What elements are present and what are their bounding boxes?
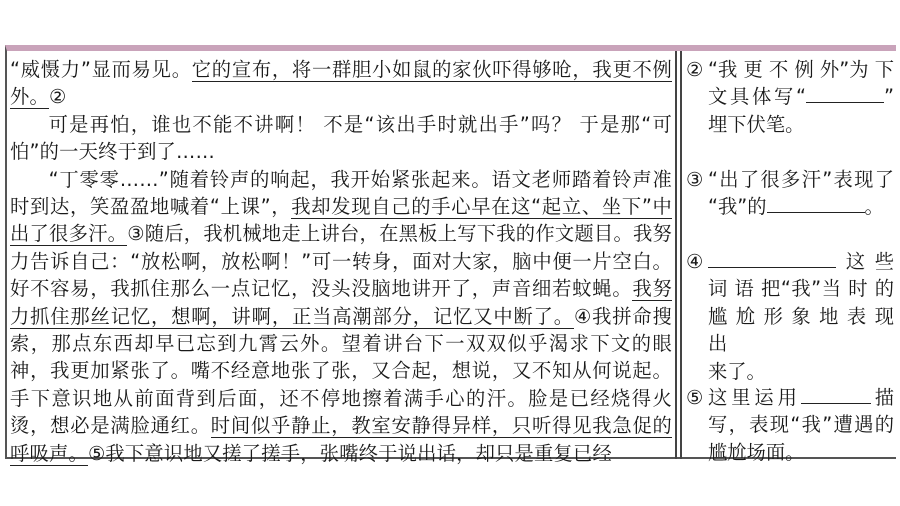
column-divider — [675, 51, 677, 459]
answer-blank[interactable] — [767, 194, 865, 213]
answer-blank[interactable] — [806, 84, 884, 103]
underlined-sentence: 我却发现自己的手心早在这“起立、坐下”中出了很多汗。 — [10, 195, 672, 246]
underlined-sentence: 它的宣布，将一群胆小如鼠的家伙吓得够呛，我更不例外。 — [10, 58, 672, 109]
answer-blank[interactable] — [708, 249, 836, 268]
annotation-2: ② “我 更 不 例 外”为 下 文具体写“ ” 埋下伏笔。 — [686, 58, 894, 136]
annotation-5: ⑤ 这里运用 描 写，表现“我”遭遇的 尴尬场面。 — [686, 386, 895, 464]
underlined-sentence: 我努力抓住那丝记忆，想啊，讲啊，正当高潮部分，记忆又中断了。 — [10, 277, 672, 328]
underlined-sentence: 时间似乎静止，教室安静得异样，只听得见我急促的呼吸声。 — [10, 414, 673, 465]
passage-column — [10, 56, 672, 467]
column-divider — [680, 51, 682, 459]
answer-blank[interactable] — [801, 385, 871, 404]
passage-paragraph-2: 可是再怕，谁也不能不讲啊！ 不是“该出手时就出手”吗？ 于是那“可怕”的一天终于到了…… — [10, 112, 672, 164]
annotation-4: ④ 这些 词 语 把“我”当 时 的 尴 尬 形 象 地 表 现 出 来了。 — [686, 250, 894, 383]
annotation-3: ③ “出了很多汗”表现了 “我”的 。 — [686, 168, 894, 219]
passage-paragraph-3: “丁零零……”随着铃声的响起，我开始紧张起来。语文老师踏着铃声准时到达，笑盈盈地喊着“上课”，我却发现自己的手心早在这“起立、坐下”中出了很多汗。③随后，我机械地走上讲台，在黑板上写下我的作文题目。我努力告诉自己：“放松啊，放松啊！”可一转身，面对大家，脑中便一片空白。好不容易，我抓住那么一点记忆，没头没脑地讲开了，声音细若蚊蝇。我努力抓住那丝记忆，想啊，讲啊，正当高潮部分，记忆又中断了。④我拼命搜索，那点东西却早已忘到九霄云外。望着讲台下一双双似乎渴求下文的眼神，我更加紧张了。嘴不经意地张了张，又合起，想说，又不知从何说起。手下意识地从前面背到后面，还不停地擦着满手心的汗。脸是已经烧得火烫，想必是满脸通红。时间似乎静止，教室安静得异样，只听得见我急促的呼吸声。⑤我下意识地又搓了搓手，张嘴终于说出话，却只是重复已经 — [10, 167, 673, 465]
passage-paragraph-1: “威慑力”显而易见。它的宣布，将一群胆小如鼠的家伙吓得够呛，我更不例外。② — [10, 58, 672, 109]
